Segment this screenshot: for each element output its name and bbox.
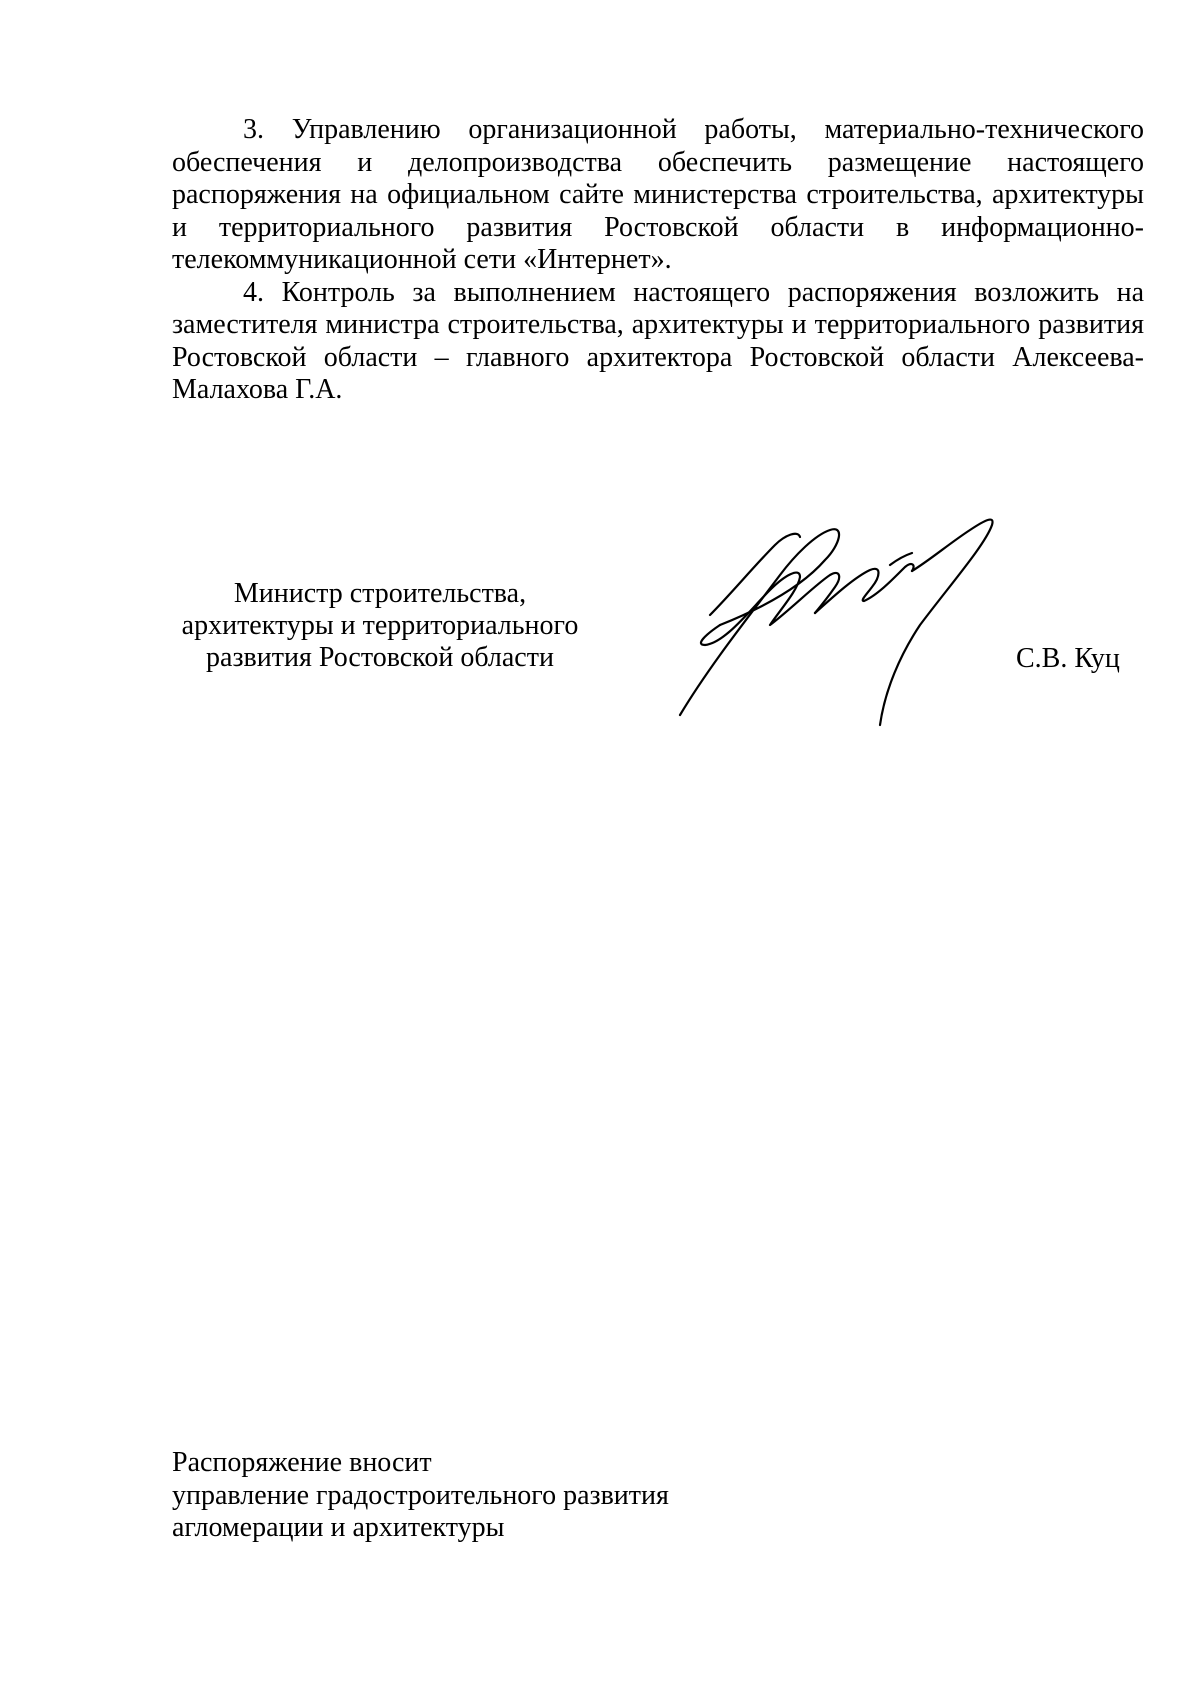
handwritten-signature	[650, 515, 1030, 730]
signatory-title-line: Министр строительства,	[233, 578, 527, 609]
footer-note	[172, 1447, 669, 1545]
signatory-title	[170, 578, 590, 674]
footer-note-line: агломерации и архитектуры	[172, 1512, 505, 1543]
paragraph-3: 3. Управлению организационной работы, материально-технического обеспечения и делопроизводства обеспечить размещение настоящего распоряжения на официальном сайте министерства строительства, архитектуры и территориального развития Ростовской области в информационно-телекоммуникационной сети «Интернет».	[172, 114, 1144, 275]
paragraph-4: 4. Контроль за выполнением настоящего распоряжения возложить на заместителя министра строительства, архитектуры и территориального развития Ростовской области – главного архитектора Ростовской области Алексеева-Малахова Г.А.	[172, 276, 1144, 405]
signer-name: С.В. Куц	[1016, 643, 1120, 674]
document-body	[172, 114, 1144, 407]
footer-note-line: управление градостроительного развития	[172, 1479, 669, 1511]
signatory-title-line: архитектуры и территориального	[181, 610, 579, 641]
footer-note-line: Распоряжение вносит	[172, 1447, 432, 1478]
signatory-title-line: развития Ростовской области	[206, 642, 554, 673]
